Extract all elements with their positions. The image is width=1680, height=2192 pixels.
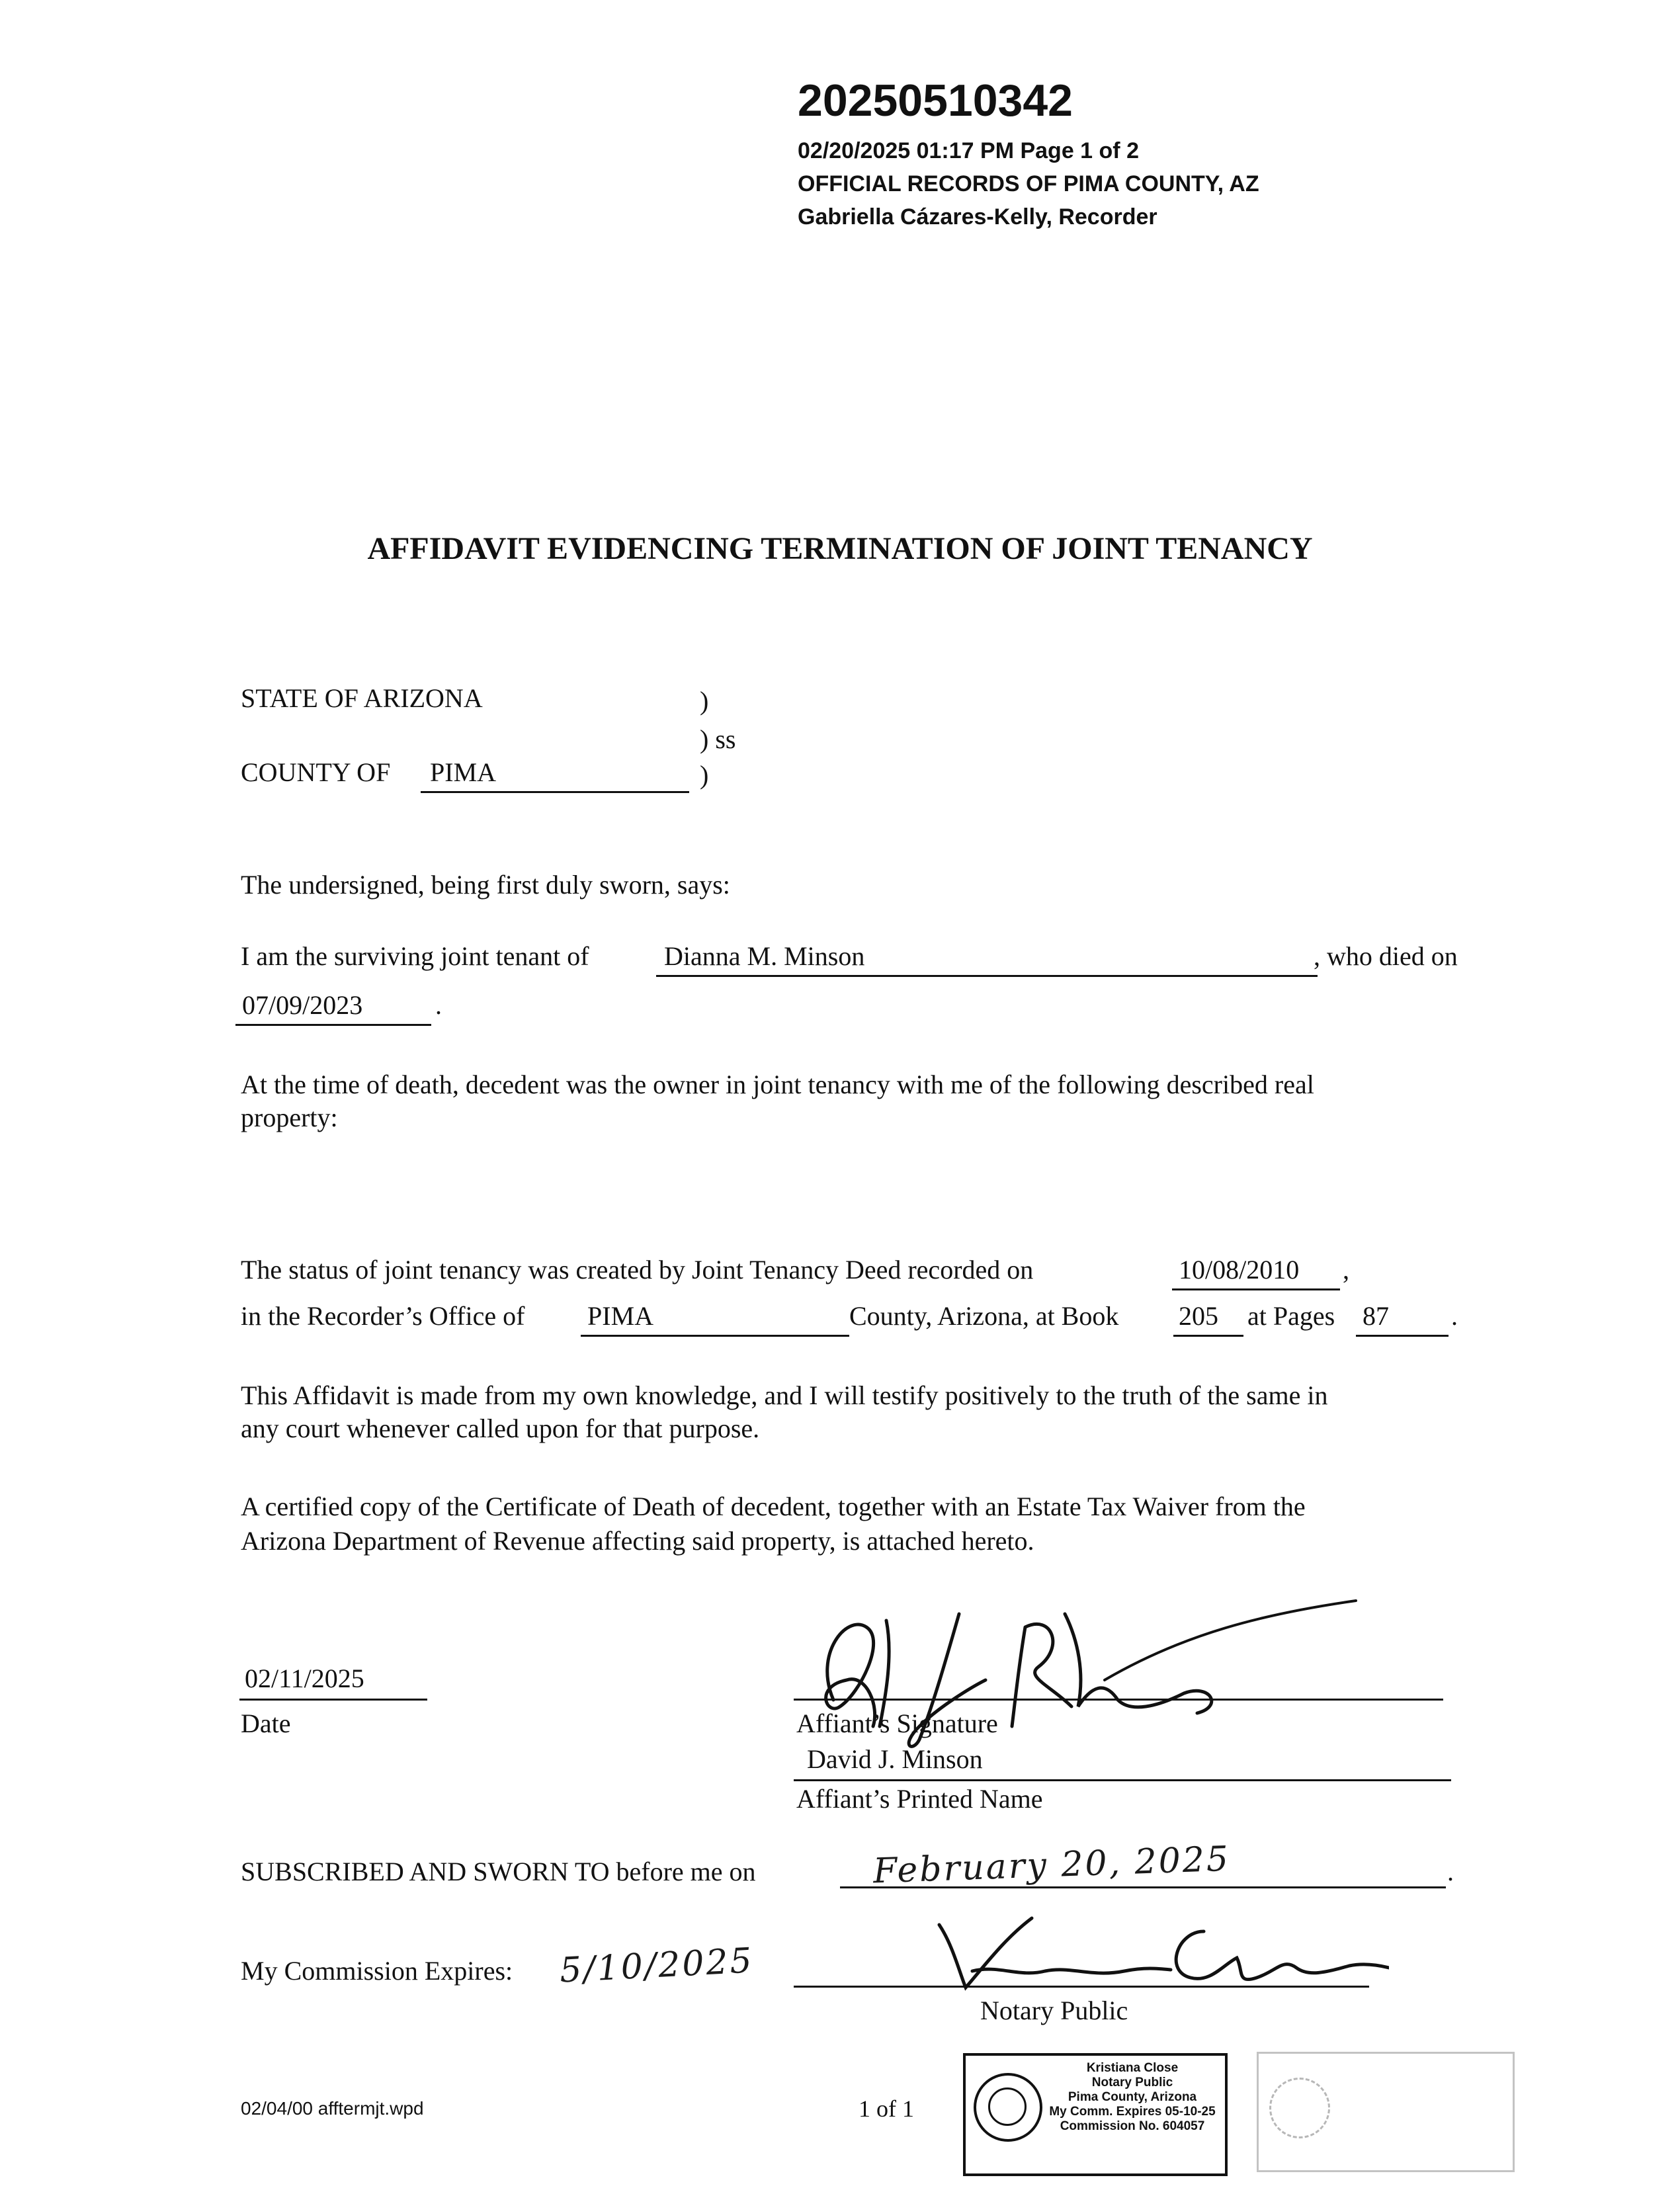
pages-number: 87	[1363, 1301, 1389, 1331]
stamp-title: Notary Public	[1091, 2076, 1173, 2089]
who-died-text: , who died on	[1314, 941, 1458, 971]
state-seal-icon	[974, 2073, 1042, 2142]
county-az-text: County, Arizona, at Book	[849, 1301, 1119, 1331]
owner-line-1: At the time of death, decedent was the owner in joint tenancy with me of the following described real	[241, 1070, 1314, 1099]
county-underline	[421, 791, 689, 793]
stamp-commission: Commission No. 604057	[1060, 2119, 1205, 2133]
deed-date: 10/08/2010	[1179, 1255, 1300, 1285]
cert-line-1: A certified copy of the Certificate of Death of decedent, together with an Estate Tax Waiver from the	[241, 1492, 1306, 1521]
notary-public-label: Notary Public	[980, 1996, 1128, 2025]
printed-name-underline	[794, 1779, 1451, 1781]
page-title: AFFIDAVIT EVIDENCING TERMINATION OF JOINT TENANCY	[367, 531, 1313, 566]
notary-stamp	[963, 2053, 1228, 2176]
sworn-date-handwritten: February 20, 2025	[872, 1839, 1231, 1892]
knowledge-line-1: This Affidavit is made from my own knowledge, and I will testify positively to the truth of the same in	[241, 1380, 1328, 1410]
venue-paren-ss: ) ss	[700, 724, 736, 754]
date-underline	[239, 1699, 427, 1701]
sworn-period: .	[1447, 1857, 1454, 1886]
status-prefix: The status of joint tenancy was created by Joint Tenancy Deed recorded on	[241, 1255, 1034, 1285]
venue-paren-3: )	[700, 760, 709, 790]
at-pages-text: at Pages	[1247, 1301, 1335, 1331]
book-underline	[1173, 1335, 1243, 1337]
sworn-statement: The undersigned, being first duly sworn, says:	[241, 870, 730, 900]
deed-date-underline	[1172, 1288, 1340, 1290]
stamp-county: Pima County, Arizona	[1068, 2090, 1197, 2104]
footer-file-name: 02/04/00 afftermjt.wpd	[241, 2098, 424, 2119]
death-date-period: .	[435, 990, 442, 1020]
owner-line-2: property:	[241, 1103, 338, 1132]
recording-datetime: 02/20/2025 01:17 PM Page 1 of 2	[798, 138, 1139, 163]
recording-number: 20250510342	[798, 75, 1073, 126]
stamp-name: Kristiana Close	[1086, 2061, 1179, 2075]
faint-stamp-impression	[1257, 2052, 1515, 2172]
pages-underline	[1356, 1335, 1449, 1337]
deed-date-comma: ,	[1343, 1255, 1349, 1285]
commission-label: My Commission Expires:	[241, 1956, 513, 1986]
affiant-printed-name: David J. Minson	[807, 1744, 983, 1774]
recording-office: OFFICIAL RECORDS OF PIMA COUNTY, AZ	[798, 171, 1259, 196]
recorder-county-underline	[581, 1335, 849, 1337]
printed-name-label: Affiant’s Printed Name	[796, 1784, 1043, 1814]
death-date: 07/09/2023	[242, 990, 363, 1020]
recorder-county: PIMA	[587, 1301, 654, 1331]
notary-signature-drawing	[926, 1905, 1389, 1998]
date-label: Date	[241, 1708, 291, 1738]
decedent-underline	[656, 975, 1318, 977]
death-date-underline	[235, 1024, 431, 1026]
stamp-expires: My Comm. Expires 05-10-25	[1049, 2105, 1216, 2119]
surviving-prefix: I am the surviving joint tenant of	[241, 941, 589, 971]
venue-paren-1: )	[700, 686, 709, 716]
signature-label: Affiant’s Signature	[796, 1708, 998, 1738]
state-label: STATE OF ARIZONA	[241, 683, 483, 713]
footer-page-number: 1 of 1	[859, 2095, 914, 2122]
cert-line-2: Arizona Department of Revenue affecting said property, is attached hereto.	[241, 1526, 1034, 1556]
knowledge-line-2: any court whenever called upon for that purpose.	[241, 1413, 760, 1443]
book-number: 205	[1179, 1301, 1218, 1331]
subscribed-sworn-text: SUBSCRIBED AND SWORN TO before me on	[241, 1857, 756, 1886]
decedent-name: Dianna M. Minson	[664, 941, 865, 971]
county-value: PIMA	[430, 757, 497, 787]
recording-recorder: Gabriella Cázares-Kelly, Recorder	[798, 204, 1157, 230]
county-label: COUNTY OF	[241, 757, 391, 787]
recorder-prefix: in the Recorder’s Office of	[241, 1301, 525, 1331]
signature-underline	[794, 1699, 1443, 1701]
signed-date: 02/11/2025	[245, 1664, 364, 1693]
commission-date-handwritten: 5/10/2025	[558, 1941, 755, 1991]
sworn-date-underline	[840, 1886, 1446, 1888]
pages-period: .	[1451, 1301, 1458, 1331]
